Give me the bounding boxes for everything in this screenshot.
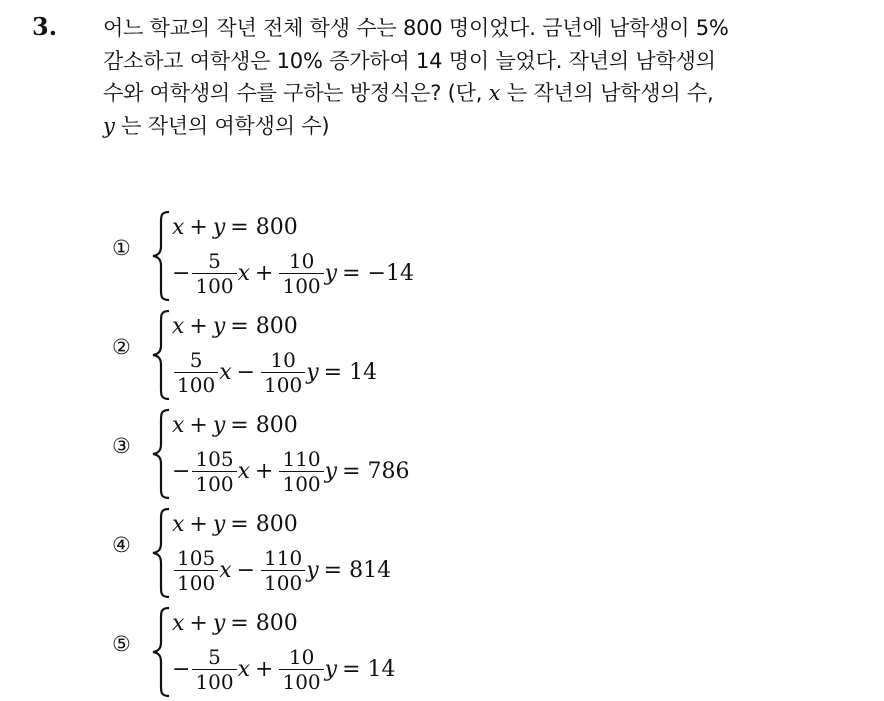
eq1-plus: + bbox=[189, 314, 208, 339]
left-brace-icon bbox=[150, 210, 172, 302]
left-brace-icon bbox=[150, 606, 172, 698]
eq1-rhs: = 800 bbox=[230, 413, 298, 438]
eq1-rhs: = 800 bbox=[230, 611, 298, 636]
eq2-rhs: = 14 bbox=[323, 359, 378, 385]
fraction-2-numerator: 110 bbox=[264, 545, 303, 570]
fraction-2-denominator: 100 bbox=[261, 372, 305, 397]
fraction-1-numerator: 105 bbox=[177, 545, 216, 570]
fraction-1 bbox=[192, 447, 236, 496]
eq1-plus: + bbox=[189, 611, 208, 636]
question-line-1: 어느 학교의 작년 전체 학생 수는 800 명이었다. 금년에 남학생이 5% bbox=[103, 16, 729, 40]
question-text bbox=[103, 12, 868, 142]
left-brace-icon bbox=[150, 507, 172, 599]
choice-marker: ② bbox=[112, 335, 131, 359]
fraction-2-numerator: 10 bbox=[270, 347, 296, 372]
eq2-sign: − bbox=[172, 260, 191, 286]
equation-2 bbox=[172, 343, 377, 401]
question-line-3-text-b: 는 작년의 남학생의 수, bbox=[500, 81, 714, 105]
eq2-sign: − bbox=[172, 458, 191, 484]
fraction-2 bbox=[279, 447, 323, 496]
eq1-rhs: = 800 bbox=[230, 314, 298, 339]
eq2-operator: − bbox=[236, 359, 256, 385]
fraction-1-denominator: 100 bbox=[174, 570, 218, 595]
eq1-x: x bbox=[172, 512, 185, 537]
eq1-x: x bbox=[172, 413, 185, 438]
left-brace-icon bbox=[150, 309, 172, 401]
fraction-1-numerator: 5 bbox=[208, 644, 221, 669]
equation-1 bbox=[172, 215, 298, 241]
equation-2 bbox=[172, 541, 391, 599]
fraction-1-numerator: 5 bbox=[189, 347, 203, 372]
fraction-1-numerator: 5 bbox=[208, 248, 221, 273]
fraction-1 bbox=[192, 249, 236, 298]
fraction-2-denominator: 100 bbox=[279, 669, 323, 694]
fraction-1 bbox=[192, 645, 236, 694]
eq1-rhs: = 800 bbox=[230, 512, 298, 537]
eq1-plus: + bbox=[189, 413, 208, 438]
fraction-2-numerator: 10 bbox=[288, 248, 315, 273]
question-line-4 bbox=[103, 110, 868, 143]
choice-marker: ④ bbox=[112, 533, 131, 557]
question-line-4-text: 는 작년의 여학생의 수) bbox=[114, 113, 330, 138]
equation-2 bbox=[172, 244, 414, 302]
fraction-2 bbox=[261, 348, 305, 397]
eq1-y: y bbox=[212, 413, 226, 438]
eq2-x: x bbox=[237, 458, 251, 484]
eq1-plus: + bbox=[189, 215, 208, 240]
fraction-2-denominator: 100 bbox=[279, 273, 323, 298]
eq2-rhs: = 786 bbox=[342, 458, 410, 484]
eq2-x: x bbox=[219, 557, 232, 583]
eq1-y: y bbox=[212, 611, 226, 636]
variable-x: x bbox=[488, 81, 501, 105]
eq1-x: x bbox=[172, 314, 185, 339]
fraction-1-denominator: 100 bbox=[192, 273, 236, 298]
eq2-y: y bbox=[306, 557, 319, 583]
eq2-rhs: = 14 bbox=[342, 656, 396, 682]
equation-1 bbox=[172, 611, 298, 637]
eq2-operator: − bbox=[236, 557, 256, 583]
fraction-2 bbox=[261, 546, 305, 595]
question-line-3 bbox=[103, 77, 868, 110]
eq2-x: x bbox=[237, 656, 251, 682]
fraction-1 bbox=[174, 546, 218, 595]
eq2-x: x bbox=[219, 359, 232, 385]
eq2-operator: + bbox=[255, 458, 274, 484]
eq2-operator: + bbox=[255, 260, 274, 286]
eq2-y: y bbox=[324, 458, 338, 484]
fraction-2-denominator: 100 bbox=[279, 471, 323, 496]
fraction-2 bbox=[279, 645, 323, 694]
equation-1 bbox=[172, 314, 298, 340]
eq2-rhs: = −14 bbox=[342, 260, 414, 286]
choice-marker: ③ bbox=[112, 434, 131, 458]
eq1-x: x bbox=[172, 215, 185, 240]
equation-2 bbox=[172, 442, 410, 500]
fraction-2-denominator: 100 bbox=[261, 570, 305, 595]
eq1-y: y bbox=[212, 215, 226, 240]
equation-1 bbox=[172, 413, 298, 439]
question-line-2: 감소하고 여학생은 10% 증가하여 14 명이 늘었다. 작년의 남학생의 bbox=[103, 48, 716, 73]
eq1-y: y bbox=[212, 512, 226, 537]
choice-marker: ① bbox=[112, 236, 131, 260]
eq2-y: y bbox=[324, 260, 338, 286]
eq2-sign: − bbox=[172, 656, 191, 682]
equation-2 bbox=[172, 640, 396, 698]
equation-1 bbox=[172, 512, 298, 538]
eq1-rhs: = 800 bbox=[230, 215, 298, 240]
fraction-1-denominator: 100 bbox=[174, 372, 218, 397]
eq1-plus: + bbox=[189, 512, 208, 537]
eq2-operator: + bbox=[255, 656, 274, 682]
fraction-1-denominator: 100 bbox=[192, 471, 236, 496]
eq2-rhs: = 814 bbox=[323, 557, 392, 583]
fraction-1-denominator: 100 bbox=[192, 669, 236, 694]
question-number: 3. bbox=[32, 12, 58, 41]
eq1-x: x bbox=[172, 611, 185, 636]
question-line-3-text-a: 수와 여학생의 수를 구하는 방정식은? (단, bbox=[103, 81, 489, 105]
fraction-2 bbox=[279, 249, 323, 298]
fraction-1 bbox=[174, 348, 218, 397]
eq2-x: x bbox=[237, 260, 251, 286]
eq2-y: y bbox=[306, 359, 319, 385]
choice-marker: ⑤ bbox=[112, 632, 131, 656]
eq1-y: y bbox=[212, 314, 226, 339]
fraction-1-numerator: 105 bbox=[195, 446, 234, 471]
left-brace-icon bbox=[150, 408, 172, 500]
fraction-2-numerator: 10 bbox=[288, 644, 315, 669]
fraction-2-numerator: 110 bbox=[282, 446, 321, 471]
variable-y: y bbox=[103, 113, 115, 138]
eq2-y: y bbox=[324, 656, 338, 682]
